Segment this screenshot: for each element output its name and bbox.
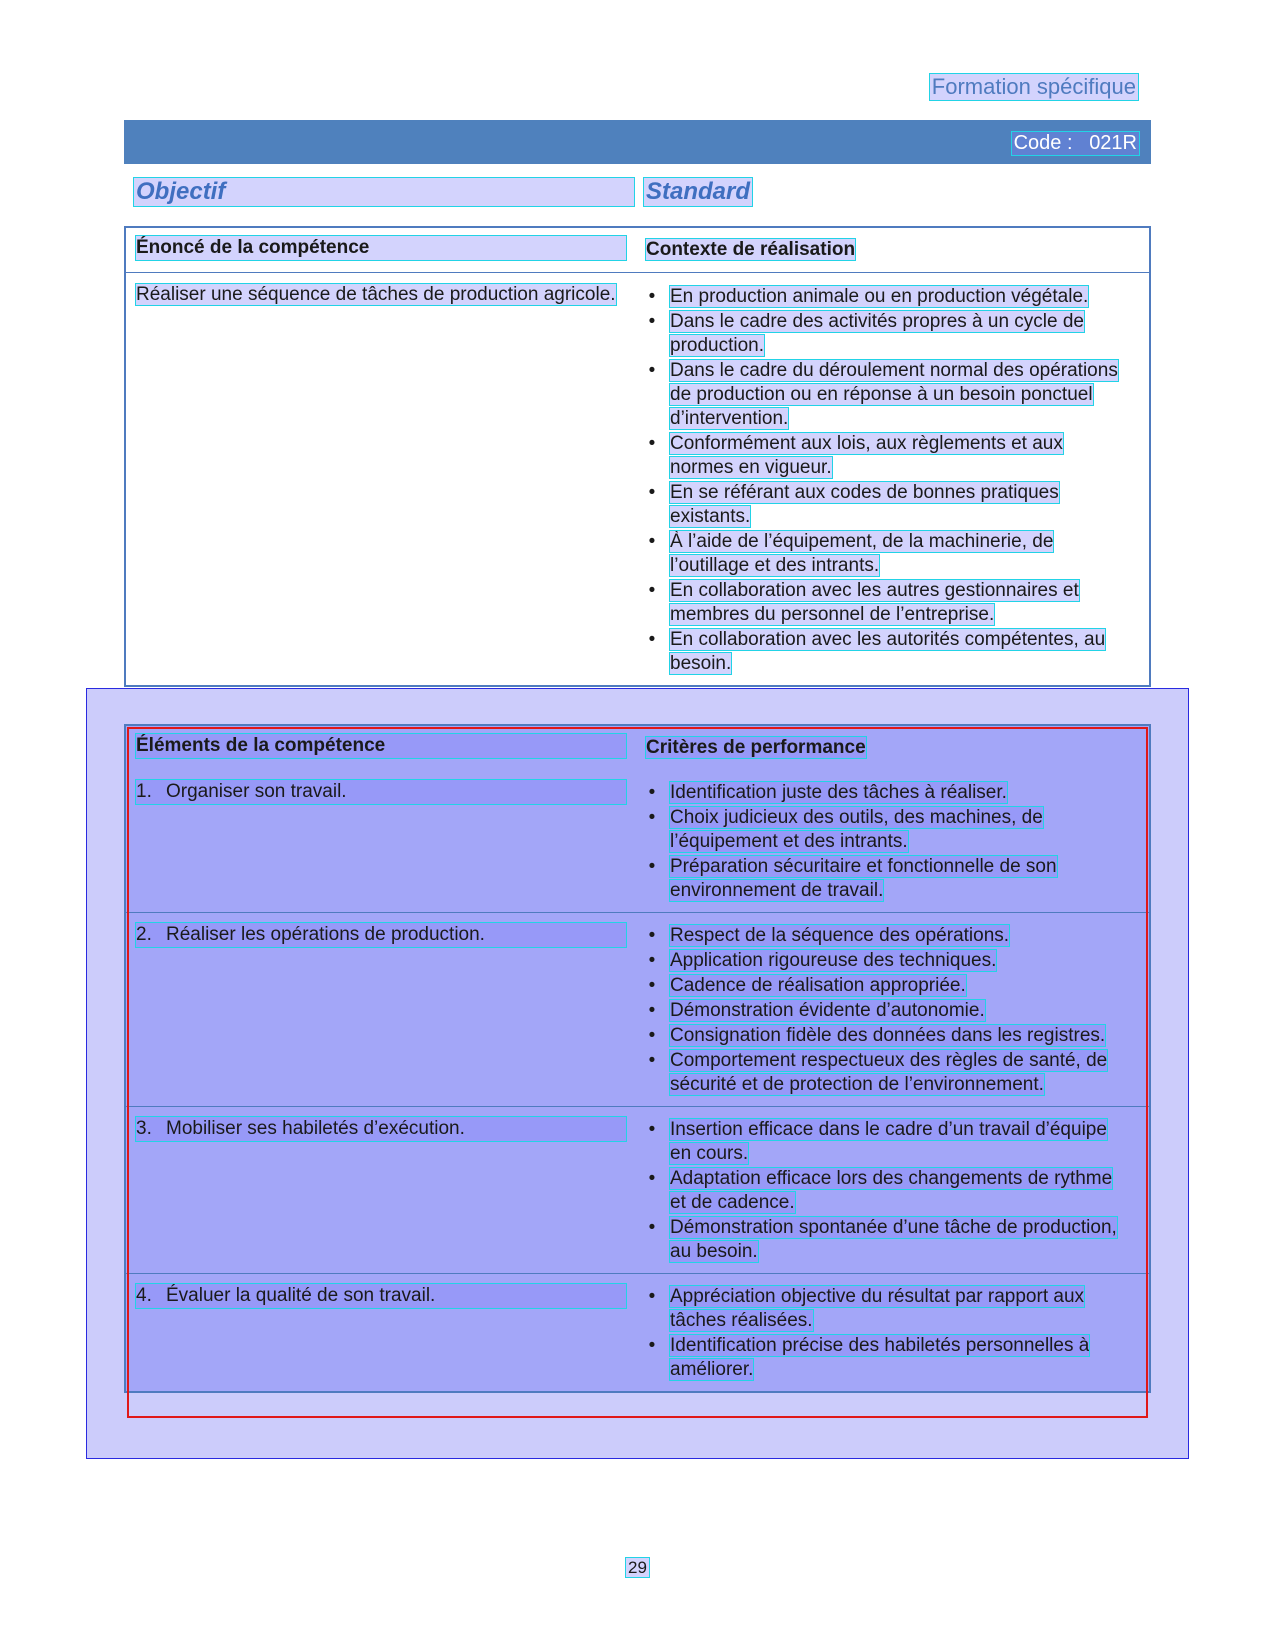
bullet-icon: •	[648, 531, 656, 552]
list-item-text: Démonstration évidente d’autonomie.	[670, 1000, 985, 1021]
table-row	[125, 273, 1150, 687]
list-item-text: Préparation sécuritaire et fonctionnelle de son environnement de travail.	[670, 856, 1057, 901]
list-item	[640, 579, 1125, 627]
list-item	[640, 310, 1125, 358]
section-label: Formation spécifique	[931, 74, 1136, 99]
table-row	[125, 770, 1150, 913]
list-item	[640, 974, 1125, 998]
list-item	[640, 949, 1125, 973]
bullet-icon: •	[648, 1119, 656, 1140]
code-value: 021R	[1089, 132, 1137, 154]
bullet-icon: •	[648, 360, 656, 381]
bullet-icon: •	[648, 950, 656, 971]
list-item-text: En collaboration avec les autorités compétentes, au besoin.	[670, 629, 1106, 674]
list-item-text: Identification juste des tâches à réaliser.	[670, 782, 1007, 803]
bullet-icon: •	[648, 1050, 656, 1071]
bullet-icon: •	[648, 629, 656, 650]
bullet-icon: •	[648, 580, 656, 601]
list-item	[640, 1024, 1125, 1048]
list-item	[640, 806, 1125, 854]
list-item-text: Choix judicieux des outils, des machines, de l’équipement et des intrants.	[670, 807, 1043, 852]
bullet-icon: •	[648, 1286, 656, 1307]
column-headings	[124, 178, 1151, 212]
bullet-icon: •	[648, 433, 656, 454]
competence-statement-table	[124, 226, 1151, 687]
list-item	[640, 481, 1125, 529]
standard-heading: Standard	[646, 178, 751, 205]
competence-element	[136, 923, 626, 947]
elements-criteria-table	[124, 724, 1151, 1393]
list-item-text: Adaptation efficace lors des changements de rythme et de cadence.	[670, 1168, 1113, 1213]
list-item	[640, 432, 1125, 480]
competence-element	[136, 780, 626, 804]
list-item-text: En collaboration avec les autres gestionnaires et membres du personnel de l’entreprise.	[670, 580, 1079, 625]
criteria-header: Critères de performance	[646, 737, 866, 758]
list-item-text: Insertion efficace dans le cadre d’un travail d’équipe en cours.	[670, 1119, 1107, 1164]
code-label: Code :	[1013, 132, 1073, 154]
list-item-text: Identification précise des habiletés personnelles à améliorer.	[670, 1335, 1090, 1380]
table-header-row	[125, 725, 1150, 770]
bullet-icon: •	[648, 482, 656, 503]
list-item-text: Conformément aux lois, aux règlements et aux normes en vigueur.	[670, 433, 1063, 478]
competence-element	[136, 1117, 626, 1141]
bullet-icon: •	[648, 807, 656, 828]
list-item-text: Appréciation objective du résultat par rapport aux tâches réalisées.	[670, 1286, 1085, 1331]
list-item-text: Dans le cadre du déroulement normal des opérations de production ou en réponse à un besoin ponctuel d’intervention.	[670, 360, 1118, 429]
element-number: 2.	[136, 924, 152, 945]
objectif-heading: Objectif	[134, 178, 634, 206]
list-item	[640, 1167, 1125, 1215]
bullet-icon: •	[648, 925, 656, 946]
element-text: Réaliser les opérations de production.	[166, 924, 485, 945]
list-item-text: En production animale ou en production végétale.	[670, 286, 1089, 307]
list-item	[640, 628, 1125, 676]
table-header-row	[125, 227, 1150, 273]
element-number: 3.	[136, 1118, 152, 1139]
list-item-text: À l’aide de l’équipement, de la machinerie, de l’outillage et des intrants.	[670, 531, 1054, 576]
list-item-text: Démonstration spontanée d’une tâche de production, au besoin.	[670, 1217, 1117, 1262]
list-item	[640, 924, 1125, 948]
bullet-icon: •	[648, 1335, 656, 1356]
list-item	[640, 1285, 1125, 1333]
element-text: Mobiliser ses habiletés d’exécution.	[166, 1118, 465, 1139]
context-header: Contexte de réalisation	[646, 239, 856, 260]
list-item-text: Cadence de réalisation appropriée.	[670, 975, 966, 996]
list-item	[640, 1216, 1125, 1264]
list-item-text: Consignation fidèle des données dans les registres.	[670, 1025, 1106, 1046]
list-item	[640, 999, 1125, 1023]
competence-statement: Réaliser une séquence de tâches de production agricole.	[136, 284, 616, 305]
table-row	[125, 913, 1150, 1107]
list-item	[640, 359, 1125, 431]
bullet-icon: •	[648, 856, 656, 877]
list-item-text: Comportement respectueux des règles de santé, de sécurité et de protection de l’environnement.	[670, 1050, 1108, 1095]
element-number: 1.	[136, 781, 152, 802]
element-text: Évaluer la qualité de son travail.	[166, 1285, 436, 1306]
criteria-list	[640, 1285, 1125, 1382]
elements-header: Éléments de la compétence	[136, 734, 626, 758]
criteria-list	[640, 781, 1125, 903]
criteria-list	[640, 1118, 1125, 1264]
bullet-icon: •	[648, 286, 656, 307]
bullet-icon: •	[648, 975, 656, 996]
list-item-text: En se référant aux codes de bonnes pratiques existants.	[670, 482, 1059, 527]
competence-element	[136, 1284, 626, 1308]
list-item	[640, 1118, 1125, 1166]
bullet-icon: •	[648, 1025, 656, 1046]
list-item-text: Respect de la séquence des opérations.	[670, 925, 1010, 946]
element-number: 4.	[136, 1285, 152, 1306]
element-text: Organiser son travail.	[166, 781, 347, 802]
bullet-icon: •	[648, 1217, 656, 1238]
list-item	[640, 1049, 1125, 1097]
page-number: 29	[628, 1558, 647, 1577]
list-item-text: Application rigoureuse des techniques.	[670, 950, 997, 971]
bullet-icon: •	[648, 311, 656, 332]
list-item	[640, 855, 1125, 903]
list-item	[640, 781, 1125, 805]
context-list	[640, 285, 1125, 676]
statement-header: Énoncé de la compétence	[136, 236, 626, 260]
code-band	[124, 120, 1151, 164]
course-code	[1012, 132, 1139, 155]
criteria-list	[640, 924, 1125, 1097]
list-item-text: Dans le cadre des activités propres à un cycle de production.	[670, 311, 1084, 356]
table-row	[125, 1274, 1150, 1393]
list-item	[640, 1334, 1125, 1382]
bullet-icon: •	[648, 1000, 656, 1021]
table-row	[125, 1107, 1150, 1274]
list-item	[640, 285, 1125, 309]
list-item	[640, 530, 1125, 578]
bullet-icon: •	[648, 782, 656, 803]
bullet-icon: •	[648, 1168, 656, 1189]
